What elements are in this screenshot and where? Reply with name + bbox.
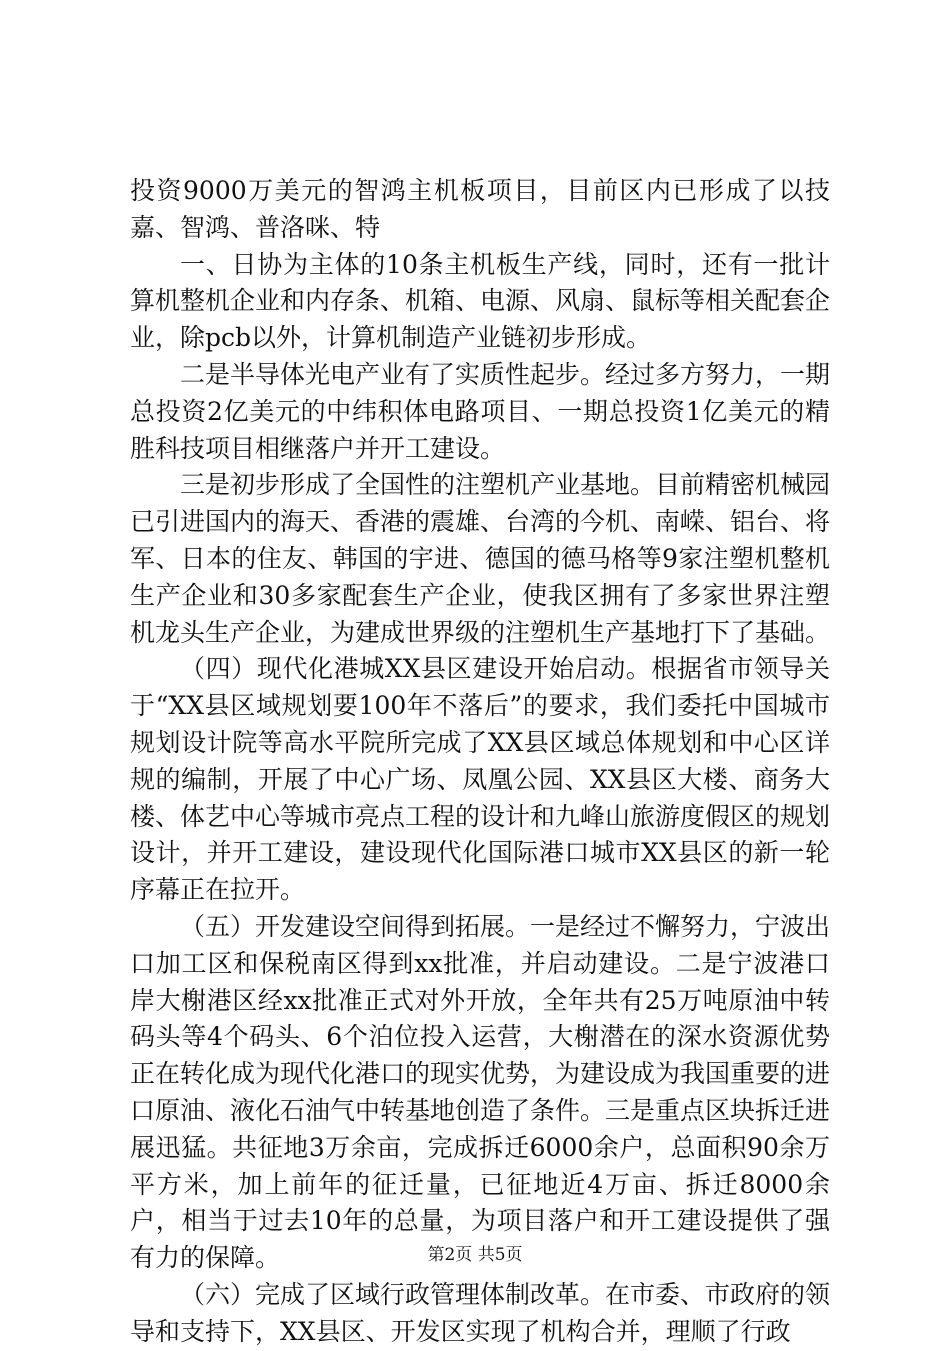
- page-number-footer: 第2页 共5页: [427, 1245, 523, 1265]
- paragraph-admin-reform: （六）完成了区域行政管理体制改革。在市委、市政府的领导和支持下，XX县区、开发区实现了机构合并，理顺了行政: [130, 1279, 831, 1346]
- paragraph-injection-molding: 三是初步形成了全国性的注塑机产业基地。目前精密机械园已引进国内的海天、香港的震雄、台湾的今机、南嵘、铝台、将军、日本的住友、韩国的宇进、德国的德马格等9家注塑机整机生产企业和30多家配套生产企业，使我区拥有了多家世界注塑机龙头生产企业，为建成世界级的注塑机生产基地打下了基础。: [130, 470, 831, 647]
- paragraph-continuation: 投资9000万美元的智鸿主机板项目，目前区内已形成了以技嘉、智鸿、普洛咪、特: [130, 176, 830, 242]
- paragraph-semiconductor: 二是半导体光电产业有了实质性起步。经过多方努力，一期总投资2亿美元的中纬积体电路项目、一期总投资1亿美元的精胜科技项目相继落户并开工建设。: [130, 359, 831, 463]
- paragraph-port-city: （四）现代化港城XX县区建设开始启动。根据省市领导关于“XX县区域规划要100年不落后”的要求，我们委托中国城市规划设计院等高水平院所完成了XX县区域总体规划和中心区详规的编制，开展了中心广场、凤凰公园、XX县区大楼、商务大楼、体艺中心等城市亮点工程的设计和九峰山旅游度假区的规划设计，并开工建设，建设现代化国际港口城市XX县区的新一轮序幕正在拉开。: [130, 654, 831, 905]
- paragraph-development-space: （五）开发建设空间得到拓展。一是经过不懈努力，宁波出口加工区和保税南区得到xx批准，并启动建设。二是宁波港口岸大榭港区经xx批准正式对外开放，全年共有25万吨原油中转码头等4个码头、6个泊位投入运营，大榭潜在的深水资源优势正在转化成为现代化港口的现实优势，为建设成为我国重要的进口原油、液化石油气中转基地创造了条件。三是重点区块拆迁进展迅猛。共征地3万余亩，完成拆迁6000余户，总面积90余万平方米，加上前年的征迁量，已征地近4万亩、拆迁8000余户，相当于过去10年的总量，为项目落户和开工建设提供了强有力的保障。: [130, 911, 831, 1273]
- paragraph-motherboard-lines: 一、日协为主体的10条主机板生产线，同时，还有一批计算机整机企业和内存条、机箱、电源、风扇、鼠标等相关配套企业，除pcb以外，计算机制造产业链初步形成。: [130, 249, 831, 353]
- document-body: [130, 173, 830, 1351]
